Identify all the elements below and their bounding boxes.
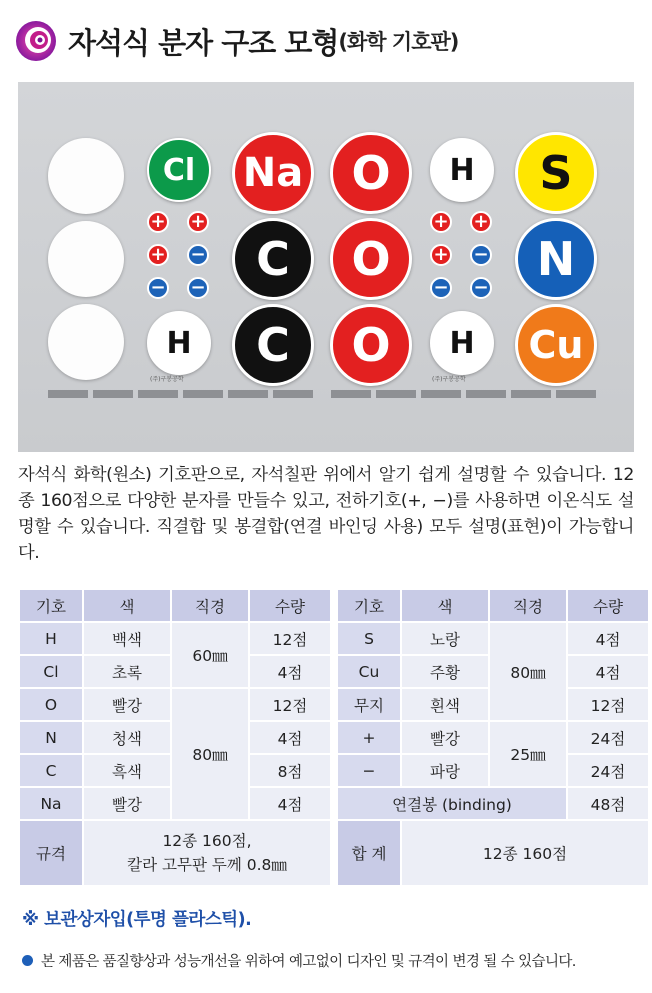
cell-symbol: S <box>338 623 400 654</box>
cell-qty: 4점 <box>250 788 330 819</box>
cell-color: 초록 <box>84 656 170 687</box>
plus-sign: + <box>147 211 169 233</box>
table-row <box>20 623 648 654</box>
cell-symbol: Na <box>20 788 82 819</box>
minus-sign: − <box>470 244 492 266</box>
bullet-icon <box>22 955 33 966</box>
binding-bar <box>228 390 268 398</box>
piece-h: H <box>147 311 211 375</box>
plus-sign: + <box>430 244 452 266</box>
table-header-row <box>20 590 648 621</box>
cell-symbol: Cl <box>20 656 82 687</box>
cell-qty: 4점 <box>568 623 648 654</box>
col-header: 수량 <box>568 590 648 621</box>
product-description: 자석식 화학(원소) 기호판으로, 자석칠판 위에서 알기 쉽게 설명할 수 있습니다. 12종 160점으로 다양한 분자를 만들수 있고, 전하기호(+, −)를 사용하면 이온식도 설명할 수 있습니다. 직결합 및 봉결합(연결 바인딩 사용) 모두 설명(표현)이 가능합니다. <box>18 465 634 563</box>
cell-symbol: Cu <box>338 656 400 687</box>
page-subtitle: (화학 기호판) <box>338 30 459 54</box>
cell-color: 청색 <box>84 722 170 753</box>
col-header: 수량 <box>250 590 330 621</box>
cell-diameter: 80㎜ <box>490 623 566 720</box>
spec-table <box>18 588 650 887</box>
piece-h: H <box>430 311 494 375</box>
cell-symbol: C <box>20 755 82 786</box>
cell-qty: 12점 <box>568 689 648 720</box>
cell-qty: 4점 <box>250 656 330 687</box>
blank-piece <box>48 221 124 297</box>
blank-piece <box>48 138 124 214</box>
storage-note: ※ 보관상자입(투명 플라스틱). <box>22 910 252 930</box>
spec-line: 12종 160점, <box>162 832 252 850</box>
footnote-text: 본 제품은 품질향상과 성능개선을 위하여 예고없이 디자인 및 규격이 변경 될 수 있습니다. <box>41 954 576 970</box>
piece-cu: Cu <box>515 304 597 386</box>
cell-color: 주황 <box>402 656 488 687</box>
piece-o: O <box>330 132 412 214</box>
cell-qty: 4점 <box>568 656 648 687</box>
cell-diameter: 25㎜ <box>490 722 566 786</box>
cell-diameter: 60㎜ <box>172 623 248 687</box>
cell-color: 노랑 <box>402 623 488 654</box>
spec-line: 칼라 고무판 두께 0.8㎜ <box>127 856 287 874</box>
plus-sign: + <box>187 211 209 233</box>
swirl-logo-icon <box>14 19 58 63</box>
piece-c: C <box>232 218 314 300</box>
piece-o: O <box>330 218 412 300</box>
cell-qty: 4점 <box>250 722 330 753</box>
footnote <box>22 950 576 971</box>
binding-bar <box>93 390 133 398</box>
binding-bar <box>466 390 506 398</box>
cell-color: 흰색 <box>402 689 488 720</box>
cell-binding-label: 연결봉 (binding) <box>338 788 566 819</box>
binding-bar <box>273 390 313 398</box>
product-photo <box>18 82 634 452</box>
cell-symbol: O <box>20 689 82 720</box>
minus-sign: − <box>187 277 209 299</box>
binding-bar <box>183 390 223 398</box>
col-header: 색 <box>402 590 488 621</box>
piece-h: H <box>430 138 494 202</box>
col-header: 기호 <box>20 590 82 621</box>
blank-piece <box>48 304 124 380</box>
piece-c: C <box>232 304 314 386</box>
col-header: 색 <box>84 590 170 621</box>
page-title: 자석식 분자 구조 모형 <box>68 25 339 60</box>
binding-bar <box>511 390 551 398</box>
piece-o: O <box>330 304 412 386</box>
binding-bar <box>48 390 88 398</box>
plus-sign: + <box>470 211 492 233</box>
cell-color: 빨강 <box>402 722 488 753</box>
cell-qty: 24점 <box>568 722 648 753</box>
brand-mark: (주)구봉공학 <box>432 376 466 383</box>
table-summary-row <box>20 821 648 885</box>
brand-mark: (주)구봉공학 <box>150 376 184 383</box>
cell-qty: 12점 <box>250 623 330 654</box>
piece-cl: Cl <box>147 138 211 202</box>
header <box>14 14 458 68</box>
cell-color: 흑색 <box>84 755 170 786</box>
minus-sign: − <box>470 277 492 299</box>
plus-sign: + <box>430 211 452 233</box>
cell-qty: 48점 <box>568 788 648 819</box>
binding-bar <box>138 390 178 398</box>
table-row <box>20 788 648 819</box>
piece-s: S <box>515 132 597 214</box>
spec-value <box>84 821 330 885</box>
binding-bar <box>376 390 416 398</box>
total-value: 12종 160점 <box>402 821 648 885</box>
binding-bar <box>331 390 371 398</box>
cell-color: 빨강 <box>84 788 170 819</box>
cell-color: 파랑 <box>402 755 488 786</box>
col-header: 직경 <box>172 590 248 621</box>
cell-diameter: 80㎜ <box>172 689 248 819</box>
cell-symbol: + <box>338 722 400 753</box>
cell-color: 백색 <box>84 623 170 654</box>
binding-bar <box>556 390 596 398</box>
col-header: 직경 <box>490 590 566 621</box>
cell-qty: 8점 <box>250 755 330 786</box>
binding-bar <box>421 390 461 398</box>
cell-qty: 24점 <box>568 755 648 786</box>
cell-color: 빨강 <box>84 689 170 720</box>
piece-na: Na <box>232 132 314 214</box>
table-row <box>20 722 648 753</box>
cell-symbol: N <box>20 722 82 753</box>
cell-symbol: 무지 <box>338 689 400 720</box>
minus-sign: − <box>187 244 209 266</box>
plus-sign: + <box>147 244 169 266</box>
minus-sign: − <box>147 277 169 299</box>
cell-symbol: − <box>338 755 400 786</box>
col-header: 기호 <box>338 590 400 621</box>
total-label: 합 계 <box>338 821 400 885</box>
piece-n: N <box>515 218 597 300</box>
cell-qty: 12점 <box>250 689 330 720</box>
cell-symbol: H <box>20 623 82 654</box>
minus-sign: − <box>430 277 452 299</box>
spec-label: 규격 <box>20 821 82 885</box>
